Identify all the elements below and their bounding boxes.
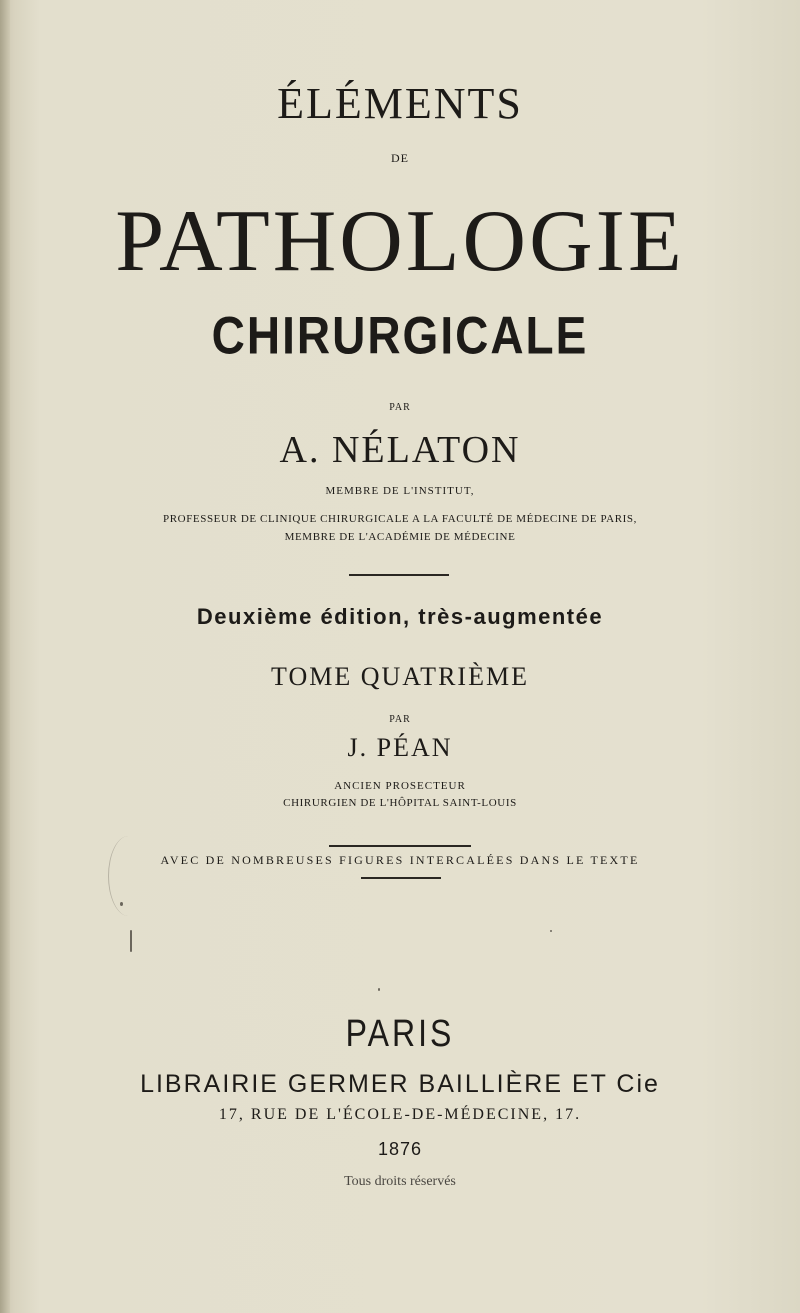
- volume-author-name: J. PÉAN: [347, 733, 453, 762]
- author-credential-3: MEMBRE DE L'ACADÉMIE DE MÉDECINE: [284, 531, 516, 543]
- paper-speck: [120, 902, 123, 906]
- title-elements: ÉLÉMENTS: [277, 79, 523, 128]
- author-credential-1: MEMBRE DE L'INSTITUT,: [325, 485, 475, 497]
- author-name: A. NÉLATON: [279, 429, 521, 471]
- title-pathologie: PATHOLOGIE: [115, 193, 685, 290]
- volume-par: PAR: [389, 714, 411, 725]
- volume-title: TOME QUATRIÈME: [271, 662, 529, 691]
- divider-rule: [329, 845, 471, 847]
- paper-speck: [130, 930, 132, 952]
- imprint-rights: Tous droits réservés: [344, 1174, 456, 1189]
- paper-speck: [378, 988, 380, 991]
- title-chirurgicale: CHIRURGICALE: [211, 305, 589, 365]
- volume-author-credential-1: ANCIEN PROSECTEUR: [334, 780, 466, 792]
- imprint-city: PARIS: [345, 1011, 455, 1055]
- imprint-year: 1876: [377, 1139, 423, 1159]
- imprint-address: 17, RUE DE L'ÉCOLE-DE-MÉDECINE, 17.: [218, 1106, 582, 1123]
- divider-rule: [349, 574, 449, 576]
- paper-stain: [108, 836, 149, 916]
- paper-speck: [550, 930, 552, 932]
- edition-text: Deuxième édition, très-augmentée: [196, 604, 604, 629]
- volume-author-credential-2: CHIRURGIEN DE L'HÔPITAL SAINT-LOUIS: [283, 797, 517, 809]
- imprint-publisher: LIBRAIRIE GERMER BAILLIÈRE ET Cie: [140, 1070, 660, 1098]
- author-par: PAR: [389, 402, 411, 413]
- title-de: DE: [391, 151, 409, 165]
- figures-note: AVEC DE NOMBREUSES FIGURES INTERCALÉES DANS LE TEXTE: [160, 853, 640, 867]
- divider-rule: [361, 877, 441, 879]
- author-credential-2: PROFESSEUR DE CLINIQUE CHIRURGICALE A LA FACULTÉ DE MÉDECINE DE PARIS,: [163, 513, 637, 525]
